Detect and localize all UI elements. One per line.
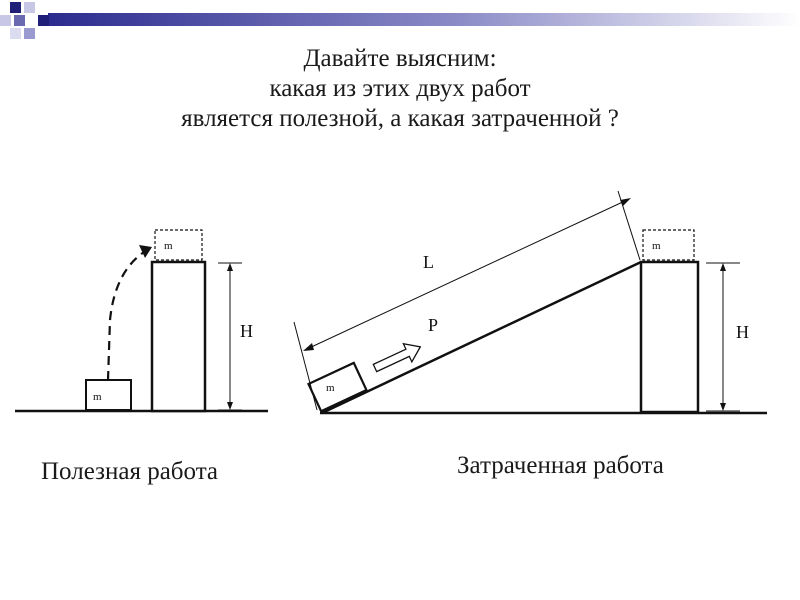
force-label: P [428, 315, 439, 335]
right-height-label: H [736, 322, 749, 342]
right-lifted-block-label: m [652, 240, 661, 252]
right-diagram [294, 191, 767, 413]
title-line-3: является полезной, а какая затраченной ? [181, 105, 619, 132]
incline-block-label: m [326, 382, 335, 394]
incline-surface [322, 262, 641, 413]
title-line-2: какая из этих двух работ [269, 75, 531, 102]
left-lift-arrowhead [139, 245, 152, 258]
title-line-1: Давайте выясним: [303, 45, 497, 72]
left-lifted-block-label: m [164, 240, 173, 252]
length-label: L [423, 252, 434, 272]
right-lifted-block [643, 230, 694, 260]
left-height-arrow-top [227, 263, 233, 271]
left-height-label: H [240, 321, 253, 341]
incline-block [308, 363, 366, 411]
left-block-label: m [93, 391, 102, 403]
right-column [641, 262, 698, 412]
length-arrow-right [620, 198, 631, 206]
left-diagram [15, 230, 268, 411]
length-dimension [307, 200, 627, 349]
right-height-arrow-top [720, 263, 726, 271]
spent-work-caption: Затраченная работа [457, 452, 664, 479]
length-extension-left [294, 322, 317, 410]
left-height-arrow-bottom [227, 402, 233, 410]
right-height-arrow-bottom [720, 403, 726, 411]
left-lift-path [108, 250, 147, 380]
left-lifted-block [155, 230, 202, 260]
length-arrow-left [303, 343, 314, 351]
useful-work-caption: Полезная работа [41, 458, 219, 485]
force-arrow-p [371, 338, 425, 377]
left-column [152, 262, 205, 411]
